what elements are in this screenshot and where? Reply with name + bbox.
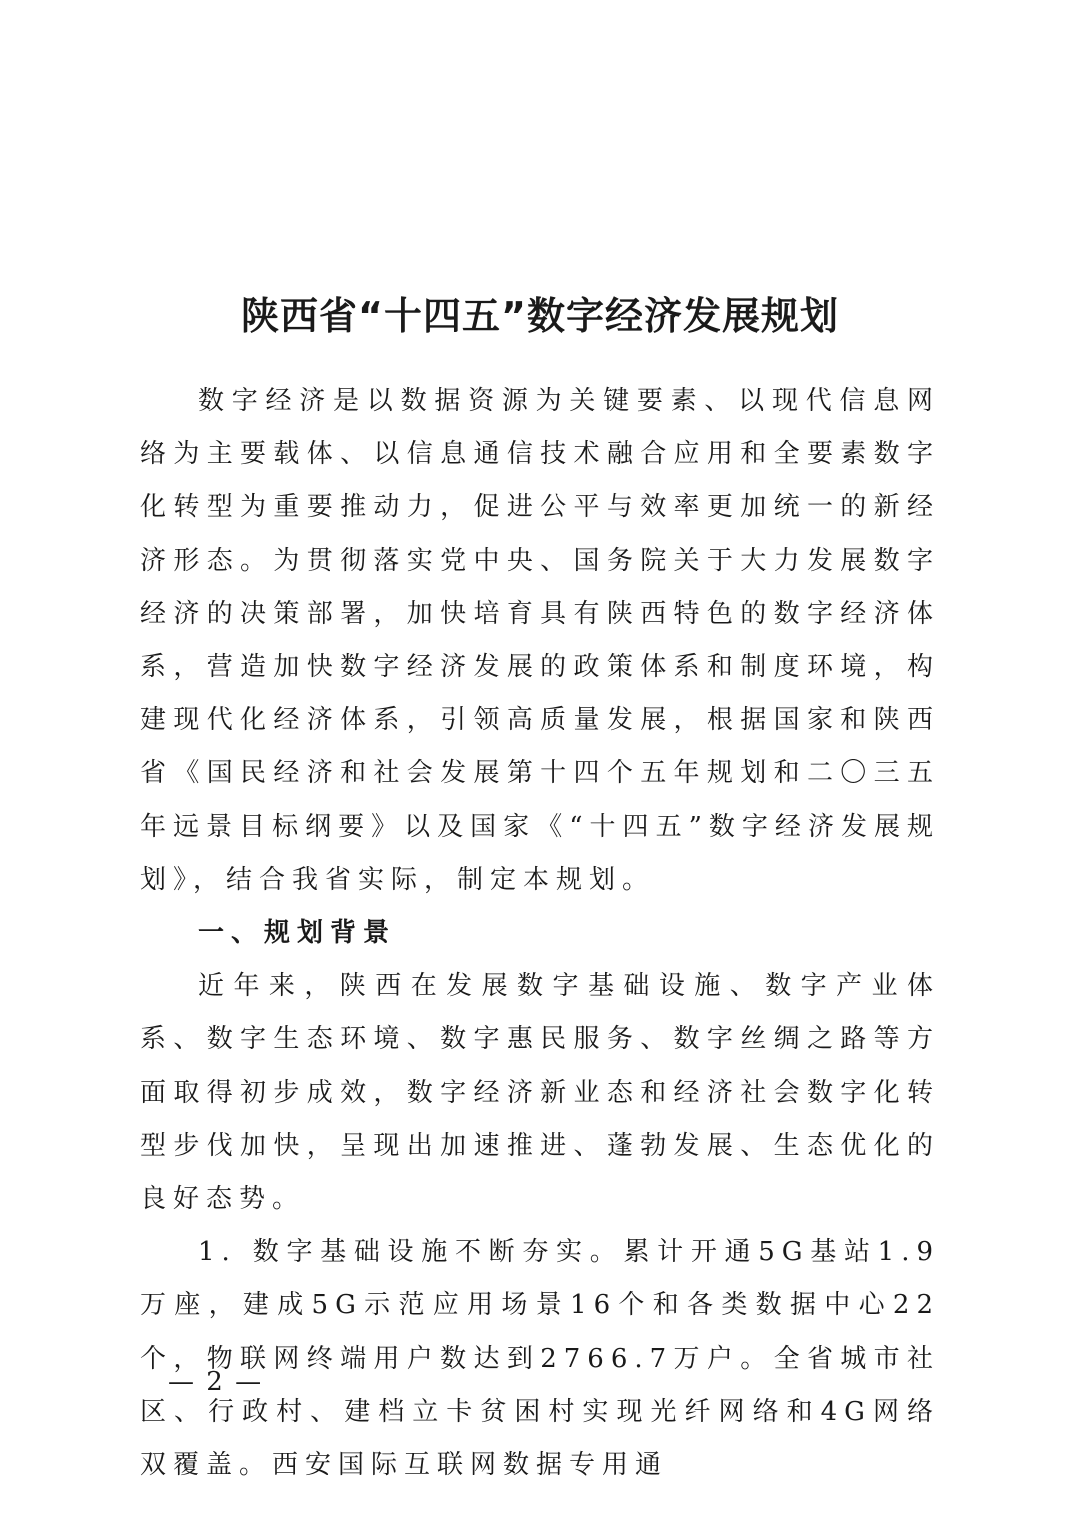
background-paragraph: 近年来，陕西在发展数字基础设施、数字产业体系、数字生态环境、数字惠民服务、数字丝绸之路等方面取得初步成效，数字经济新业态和经济社会数字化转型步伐加快，呈现出加速推进、蓬勃发展、生态优化的良好态势。 (140, 971, 940, 1215)
document-title: 陕西省“十四五”数字经济发展规划 (241, 294, 839, 338)
infrastructure-paragraph: 1. 数字基础设施不断夯实。累计开通5G基站1.9万座，建成5G示范应用场景16个和各类数据中心22个，物联网终端用户数达到2766.7万户。全省城市社区、行政村、建档立卡贫困村实现光纤网络和4G网络双覆盖。西安国际互联网数据专用通 (140, 1237, 940, 1481)
page-number: — 2 — (168, 1367, 264, 1397)
intro-paragraph: 数字经济是以数据资源为关键要素、以现代信息网络为主要载体、以信息通信技术融合应用和全要素数字化转型为重要推动力，促进公平与效率更加统一的新经济形态。为贯彻落实党中央、国务院关于大力发展数字经济的决策部署，加快培育具有陕西特色的数字经济体系，营造加快数字经济发展的政策体系和制度环境，构建现代化经济体系，引领高质量发展，根据国家和陕西省《国民经济和社会发展第十四个五年规划和二〇三五年远景目标纲要》以及国家《“十四五”数字经济发展规划》，结合我省实际，制定本规划。 (140, 386, 940, 895)
document-body (140, 375, 940, 1492)
section-heading: 一、规划背景 (198, 918, 397, 949)
